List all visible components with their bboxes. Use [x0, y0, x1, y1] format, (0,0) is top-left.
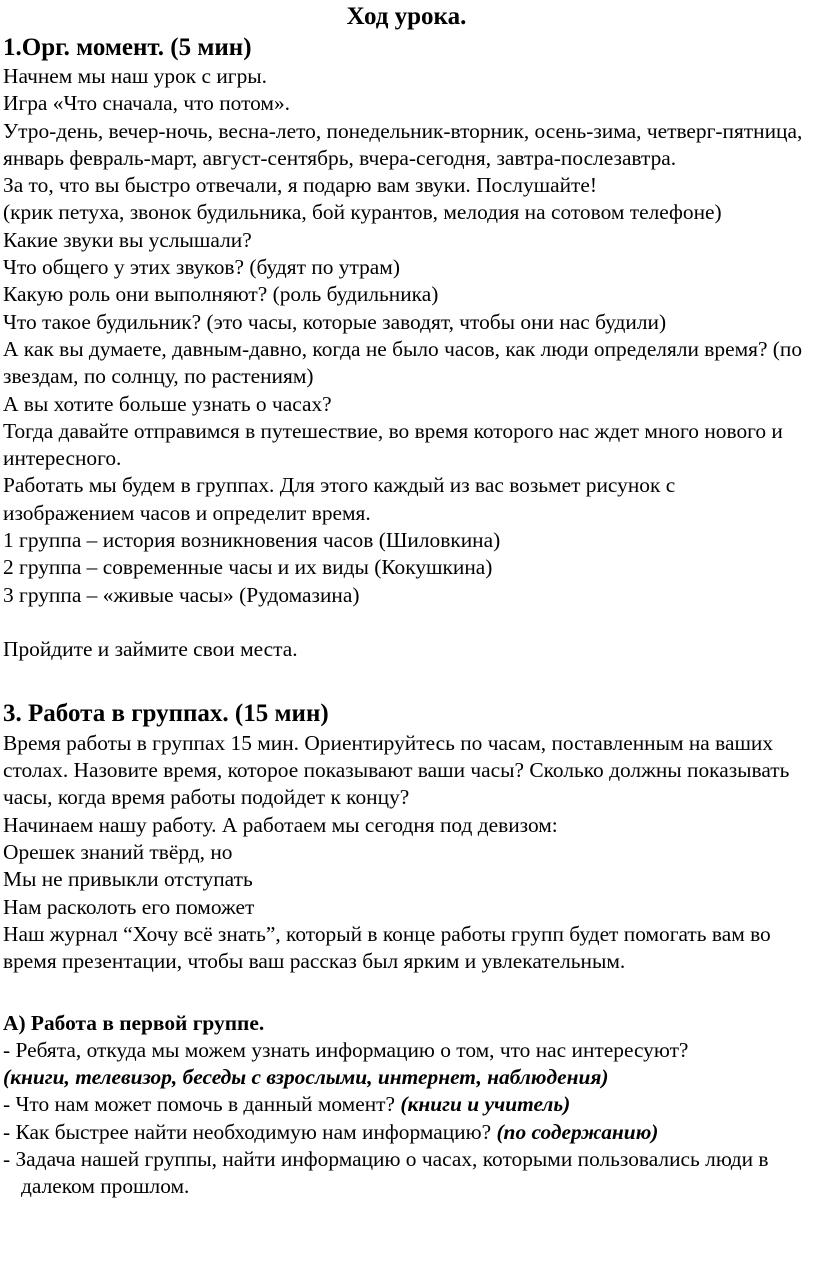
- paragraph: Наш журнал “Хочу всё знать”, который в конце работы групп будет помогать вам во время презентации, чтобы ваш рассказ был ярким и увлекательным.: [3, 921, 771, 974]
- question: - Как быстрее найти необходимую нам информацию?: [3, 1119, 492, 1144]
- answer: (книги и учитель): [400, 1092, 571, 1117]
- paragraph: Время работы в группах 15 мин. Ориентируйтесь по часам, поставленным на ваших столах. Назовите время, которое показывают ваши часы? Сколько должны показывать часы, когда время работы подойдет к концу?: [3, 730, 790, 810]
- question-line: [3, 1119, 808, 1146]
- paragraph: (крик петуха, звонок будильника, бой курантов, мелодия на сотовом телефоне): [3, 200, 722, 225]
- page-title: Ход урока.: [346, 3, 467, 30]
- paragraph: А как вы думаете, давным-давно, когда не было часов, как люди определяли время? (по звездам, по солнцу, по растениям): [3, 336, 803, 389]
- paragraph: Начинаем нашу работу. А работаем мы сегодня под девизом:: [3, 812, 558, 837]
- blank-line: [3, 664, 808, 691]
- group-assignment: 2 группа – современные часы и их виды (Кокушкина): [3, 555, 493, 580]
- group-assignment: 1 группа – история возникновения часов (Шиловкина): [3, 528, 501, 553]
- paragraph: За то, что вы быстро отвечали, я подарю вам звуки. Послушайте!: [3, 173, 598, 198]
- group-assignment: 3 группа – «живые часы» (Рудомазина): [3, 582, 360, 607]
- motto-line: Мы не привыкли отступать: [3, 867, 253, 892]
- group-a-heading: А) Работа в первой группе.: [3, 1010, 265, 1035]
- question-line: [3, 1091, 808, 1118]
- answer: (по содержанию): [496, 1119, 659, 1144]
- answer: (книги, телевизор, беседы с взрослыми, интернет, наблюдения): [3, 1065, 609, 1090]
- paragraph: Тогда давайте отправимся в путешествие, во время которого нас ждет много нового и интересного.: [3, 418, 783, 471]
- paragraph: А вы хотите больше узнать о часах?: [3, 391, 332, 416]
- paragraph: Что такое будильник? (это часы, которые заводят, чтобы они нас будили): [3, 309, 667, 334]
- blank-line: [3, 609, 808, 636]
- section-1-heading: 1.Орг. момент. (5 мин): [3, 34, 252, 61]
- paragraph: Пройдите и займите свои места.: [3, 637, 298, 662]
- paragraph: Начнем мы наш урок с игры.: [3, 64, 267, 88]
- motto-line: Нам расколоть его поможет: [3, 894, 255, 919]
- paragraph: Какую роль они выполняют? (роль будильника): [3, 282, 439, 307]
- blank-line: [3, 976, 808, 1003]
- paragraph: Какие звуки вы услышали?: [3, 227, 252, 252]
- question: - Что нам может помочь в данный момент?: [3, 1092, 395, 1117]
- paragraph: Что общего у этих звуков? (будят по утрам): [3, 255, 400, 280]
- question: - Задача нашей группы, найти информацию о часах, которыми пользовались люди в далеком прошлом.: [3, 1146, 769, 1199]
- paragraph: Работать мы будем в группах. Для этого каждый из вас возьмет рисунок с изображением часов и определит время.: [3, 473, 676, 525]
- paragraph: Утро-день, вечер-ночь, весна-лето, понедельник-вторник, осень-зима, четверг-пятница, январь февраль-март, август-сентябрь, вчера-сегодня, завтра-послезавтра.: [3, 118, 803, 170]
- question: - Ребята, откуда мы можем узнать информацию о том, что нас интересуют?: [3, 1037, 689, 1062]
- section-3-heading: 3. Работа в группах. (15 мин): [3, 699, 329, 727]
- paragraph: Игра «Что сначала, что потом».: [3, 91, 291, 116]
- motto-line: Орешек знаний твёрд, но: [3, 840, 233, 865]
